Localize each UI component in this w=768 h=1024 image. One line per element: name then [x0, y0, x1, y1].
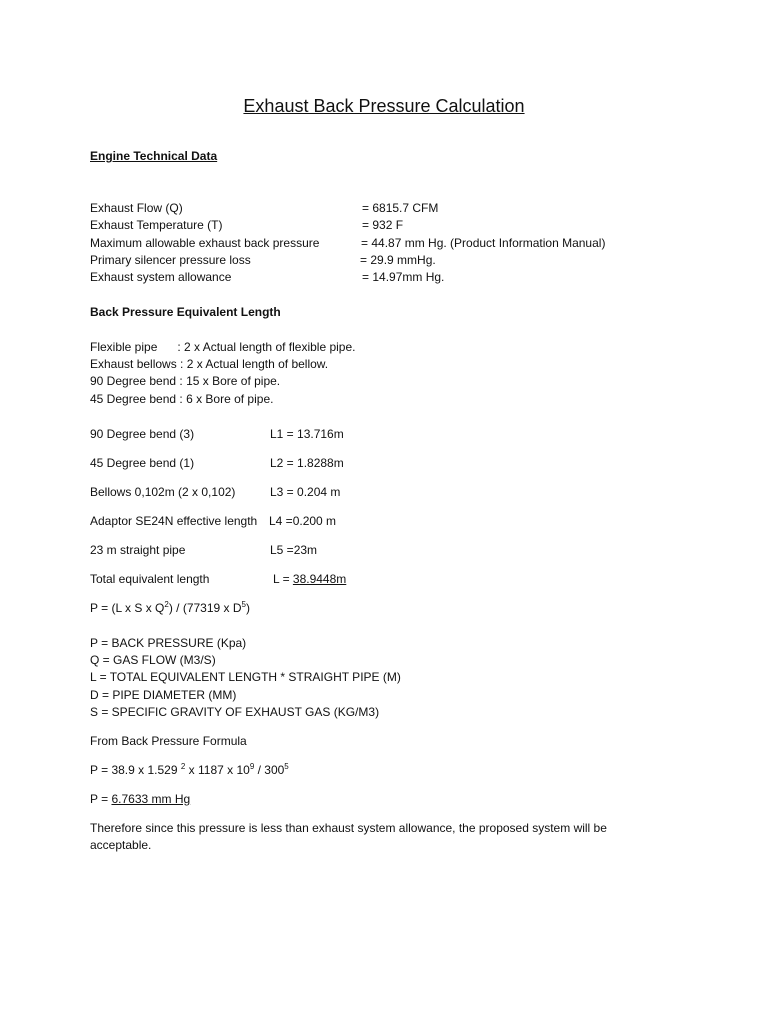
engine-row-value: = 6815.7 CFM	[362, 201, 439, 215]
length-item-value: L5 =23m	[270, 543, 318, 557]
rule-line: Exhaust bellows : 2 x Actual length of bellow.	[90, 357, 329, 371]
length-item-value: L1 = 13.716m	[270, 427, 344, 441]
page-title: Exhaust Back Pressure Calculation	[243, 96, 525, 116]
engine-row-label: Maximum allowable exhaust back pressure	[90, 236, 320, 250]
length-item-value: L4 =0.200 m	[269, 514, 337, 528]
legend-line: S = SPECIFIC GRAVITY OF EXHAUST GAS (KG/M3)	[90, 705, 380, 719]
engine-row-label: Primary silencer pressure loss	[90, 253, 251, 267]
legend-line: L = TOTAL EQUIVALENT LENGTH * STRAIGHT PIPE (M)	[90, 670, 401, 684]
length-item-label: Adaptor SE24N effective length	[90, 514, 258, 528]
legend-line: D = PIPE DIAMETER (MM)	[90, 688, 237, 702]
equivalent-length-heading: Back Pressure Equivalent Length	[90, 305, 281, 319]
rule-line: 90 Degree bend : 15 x Bore of pipe.	[90, 374, 281, 388]
total-length-label: Total equivalent length	[90, 572, 210, 586]
engine-row-value: = 932 F	[362, 218, 404, 232]
engine-row-value: = 29.9 mmHg.	[360, 253, 436, 267]
formula-line: P = (L x S x $Q^2) / (77319$ x $D^5$)	[90, 600, 250, 615]
conclusion-paragraph: Therefore since this pressure is less than exhaust system allowance, the proposed system will be acceptable.	[90, 821, 607, 852]
rule-line: 45 Degree bend : 6 x Bore of pipe.	[90, 392, 274, 406]
total-length-value: L = 38.9448m	[273, 572, 347, 586]
length-item-label: 45 Degree bend (1)	[90, 456, 195, 470]
engine-row-value: = 44.87 mm Hg. (Product Information Manual)	[361, 236, 606, 250]
from-formula-text: From Back Pressure Formula	[90, 734, 247, 748]
length-item-label: 90 Degree bend (3)	[90, 427, 195, 441]
length-item-label: Bellows 0,102m (2 x 0,102)	[90, 485, 236, 499]
legend-line: Q = GAS FLOW (M3/S)	[90, 653, 216, 667]
engine-row-label: Exhaust system allowance	[90, 270, 232, 284]
result-line: P = 6.7633 mm Hg	[90, 792, 191, 806]
total-length-number: 38.9448m	[292, 572, 347, 586]
rule-line: Flexible pipe : 2 x Actual length of flexible pipe.	[90, 340, 356, 354]
engine-row-label: Exhaust Flow (Q)	[90, 201, 183, 215]
length-item-label: 23 m straight pipe	[90, 543, 186, 557]
length-item-value: L3 = 0.204 m	[270, 485, 341, 499]
result-value: 6.7633 mm Hg	[111, 792, 191, 806]
engine-row-label: Exhaust Temperature (T)	[90, 218, 223, 232]
engine-row-value: = 14.97mm Hg.	[362, 270, 445, 284]
length-item-value: L2 = 1.8288m	[270, 456, 344, 470]
calculation-line: P = 38.9 x 1.529 $^2$ x 1187 x $10^9 / 300^5$	[90, 762, 289, 777]
legend-line: P = BACK PRESSURE (Kpa)	[90, 636, 247, 650]
engine-data-heading: Engine Technical Data	[90, 149, 218, 163]
